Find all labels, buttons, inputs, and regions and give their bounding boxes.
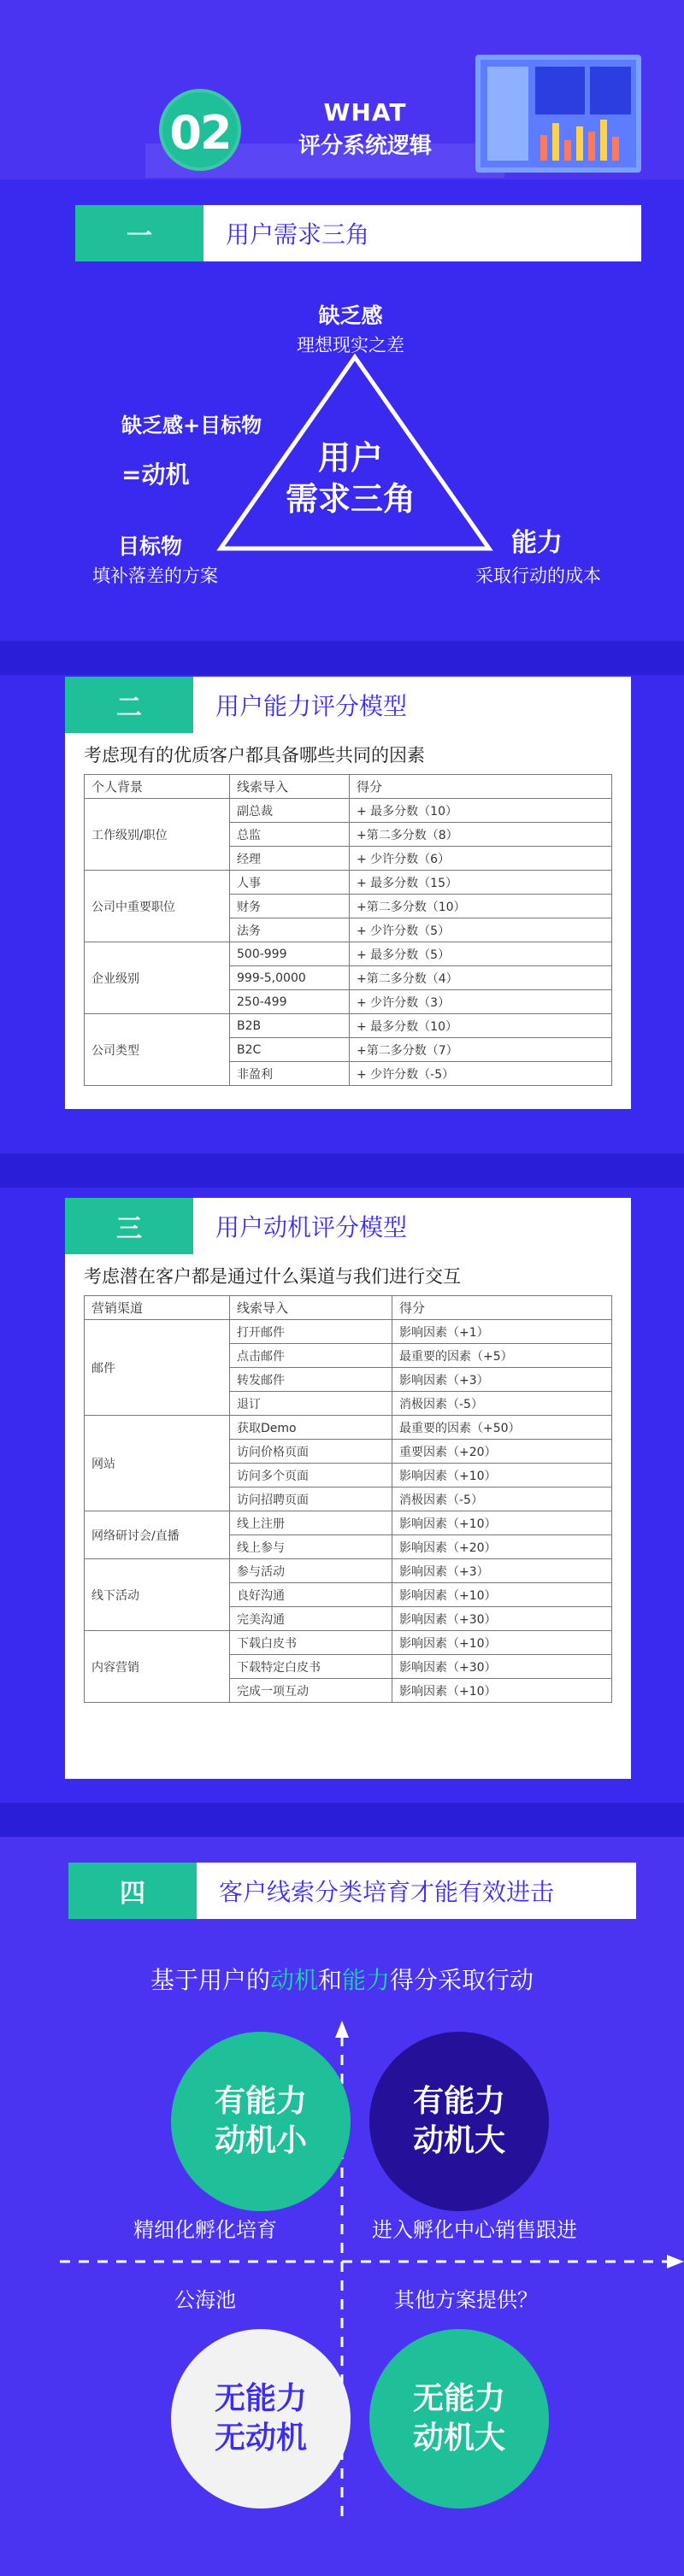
table-group-cell: 邮件 bbox=[85, 1320, 230, 1416]
quadrant-able-high-motivation: 有能力 动机大 bbox=[369, 2032, 549, 2211]
table-score-cell: + 少许分数（3） bbox=[350, 990, 612, 1014]
table-group-cell: 公司中重要职位 bbox=[85, 871, 230, 942]
section-4-title: 客户线索分类培育才能有效进击 bbox=[219, 1878, 555, 1906]
table-lead-cell: 访问多个页面 bbox=[230, 1464, 392, 1488]
page-header bbox=[0, 0, 684, 179]
table-score-cell: + 最多分数（10） bbox=[350, 1014, 612, 1038]
section-3-titlebar bbox=[65, 1198, 631, 1254]
table-score-cell: 影响因素（+3） bbox=[392, 1368, 612, 1392]
table-row bbox=[85, 1416, 612, 1440]
table-lead-cell: B2B bbox=[230, 1014, 350, 1038]
table-lead-cell: 获取Demo bbox=[230, 1416, 392, 1440]
table-header-cell: 营销渠道 bbox=[85, 1296, 230, 1320]
table-score-cell: +第二多分数（8） bbox=[350, 823, 612, 847]
triangle-bottom-right-sub: 采取行动的成本 bbox=[475, 566, 601, 586]
table-group-cell: 公司类型 bbox=[85, 1014, 230, 1086]
table-score-cell: +第二多分数（10） bbox=[350, 895, 612, 918]
dashboard-illustration-icon bbox=[475, 55, 641, 173]
quadrant-unable-no-motivation: 无能力 无动机 bbox=[171, 2329, 351, 2509]
motivation-score-table bbox=[84, 1295, 612, 1703]
table-group-cell: 工作级别/职位 bbox=[85, 799, 230, 871]
table-score-cell: 影响因素（+10） bbox=[392, 1511, 612, 1535]
table-score-cell: 影响因素（+3） bbox=[392, 1559, 612, 1583]
table-score-cell: + 少许分数（-5） bbox=[350, 1062, 612, 1086]
section-4-number: 四 bbox=[68, 1863, 197, 1919]
table-lead-cell: 副总裁 bbox=[230, 799, 350, 823]
table-score-cell: 影响因素（+1） bbox=[392, 1320, 612, 1344]
table-lead-cell: 总监 bbox=[230, 823, 350, 847]
quadrant-label-pool: 公海池 bbox=[174, 2288, 236, 2312]
table-group-cell: 企业级别 bbox=[85, 942, 230, 1014]
table-score-cell: + 最多分数（15） bbox=[350, 871, 612, 895]
table-lead-cell: 非盈利 bbox=[230, 1062, 350, 1086]
table-header-row bbox=[85, 775, 612, 799]
triangle-bottom-right-label: 能力 bbox=[511, 528, 563, 558]
quadrant-able-low-motivation: 有能力 动机小 bbox=[171, 2032, 351, 2211]
table-lead-cell: 下载白皮书 bbox=[230, 1631, 392, 1655]
table-lead-cell: 访问价格页面 bbox=[230, 1440, 392, 1464]
table-lead-cell: 完美沟通 bbox=[230, 1607, 392, 1631]
triangle-center-line1: 用户 bbox=[317, 439, 383, 477]
triangle-left-label-1: 缺乏感+目标物 bbox=[121, 414, 262, 437]
table-score-cell: + 少许分数（5） bbox=[350, 918, 612, 942]
table-lead-cell: 下载特定白皮书 bbox=[230, 1655, 392, 1679]
table-lead-cell: 250-499 bbox=[230, 990, 350, 1014]
triangle-left-label-2: =动机 bbox=[121, 461, 190, 489]
table-row bbox=[85, 942, 612, 966]
section-1-title: 用户需求三角 bbox=[226, 220, 370, 249]
section-3-card bbox=[65, 1198, 631, 1779]
section-1-titlebar bbox=[75, 205, 641, 261]
header-what: WHAT bbox=[323, 98, 407, 126]
table-group-cell: 网络研讨会/直播 bbox=[85, 1511, 230, 1559]
table-score-cell: 重要因素（+20） bbox=[392, 1440, 612, 1464]
table-lead-cell: 999-5,0000 bbox=[230, 966, 350, 990]
table-group-cell: 网站 bbox=[85, 1416, 230, 1511]
table-lead-cell: 人事 bbox=[230, 871, 350, 895]
table-row bbox=[85, 1014, 612, 1038]
table-lead-cell: 完成一项互动 bbox=[230, 1679, 392, 1703]
quadrant-label-sales: 进入孵化中心销售跟进 bbox=[372, 2218, 577, 2242]
triangle-center-line2: 需求三角 bbox=[285, 480, 416, 518]
table-row bbox=[85, 1320, 612, 1344]
ability-score-table bbox=[84, 774, 612, 1086]
table-score-cell: 影响因素（+10） bbox=[392, 1464, 612, 1488]
divider bbox=[0, 1153, 684, 1188]
table-header-row bbox=[85, 1296, 612, 1320]
section-2-titlebar bbox=[65, 677, 631, 733]
table-group-cell: 线下活动 bbox=[85, 1559, 230, 1631]
section-2-card bbox=[65, 677, 631, 1109]
triangle-bottom-left-label: 目标物 bbox=[118, 534, 183, 559]
section-number-badge: 02 bbox=[159, 89, 241, 171]
table-score-cell: 影响因素（+30） bbox=[392, 1607, 612, 1631]
table-lead-cell: 良好沟通 bbox=[230, 1583, 392, 1607]
table-score-cell: 最重要的因素（+50） bbox=[392, 1416, 612, 1440]
table-header-cell: 线索导入 bbox=[230, 775, 350, 799]
table-score-cell: 消极因素（-5） bbox=[392, 1392, 612, 1416]
section-3-number: 三 bbox=[65, 1198, 193, 1254]
table-row bbox=[85, 1511, 612, 1535]
section-3-intro: 考虑潜在客户都是通过什么渠道与我们进行交互 bbox=[84, 1266, 461, 1287]
table-lead-cell: 500-999 bbox=[230, 942, 350, 966]
table-lead-cell: 转发邮件 bbox=[230, 1368, 392, 1392]
section-2-title: 用户能力评分模型 bbox=[215, 692, 408, 720]
section-3-title: 用户动机评分模型 bbox=[215, 1213, 408, 1241]
quadrant-subtitle: 基于用户的动机和能力得分采取行动 bbox=[150, 1966, 534, 1994]
header-title: 评分系统逻辑 bbox=[298, 133, 432, 159]
table-score-cell: + 最多分数（10） bbox=[350, 799, 612, 823]
table-group-cell: 内容营销 bbox=[85, 1631, 230, 1703]
table-score-cell: 影响因素（+10） bbox=[392, 1631, 612, 1655]
table-lead-cell: 经理 bbox=[230, 847, 350, 871]
table-score-cell: +第二多分数（7） bbox=[350, 1038, 612, 1062]
table-score-cell: +第二多分数（4） bbox=[350, 966, 612, 990]
table-lead-cell: 财务 bbox=[230, 895, 350, 918]
table-lead-cell: 访问招聘页面 bbox=[230, 1488, 392, 1511]
quadrant-label-nurture: 精细化孵化培育 bbox=[133, 2218, 277, 2242]
table-lead-cell: 线上参与 bbox=[230, 1535, 392, 1559]
table-lead-cell: 点击邮件 bbox=[230, 1344, 392, 1368]
table-lead-cell: 退订 bbox=[230, 1392, 392, 1416]
triangle-top-label: 缺乏感 bbox=[318, 303, 383, 328]
table-header-cell: 线索导入 bbox=[230, 1296, 392, 1320]
table-score-cell: + 最多分数（5） bbox=[350, 942, 612, 966]
table-row bbox=[85, 799, 612, 823]
table-score-cell: 影响因素（+20） bbox=[392, 1535, 612, 1559]
table-row bbox=[85, 1559, 612, 1583]
triangle-top-sub: 理想现实之差 bbox=[297, 335, 404, 355]
section-4-titlebar bbox=[68, 1863, 636, 1919]
section-1-number: 一 bbox=[75, 205, 203, 261]
table-lead-cell: B2C bbox=[230, 1038, 350, 1062]
table-row bbox=[85, 871, 612, 895]
table-score-cell: 最重要的因素（+5） bbox=[392, 1344, 612, 1368]
table-score-cell: 影响因素（+10） bbox=[392, 1679, 612, 1703]
table-lead-cell: 法务 bbox=[230, 918, 350, 942]
quadrant-label-other: 其他方案提供？ bbox=[394, 2288, 538, 2312]
table-header-cell: 得分 bbox=[350, 775, 612, 799]
triangle-bottom-left-sub: 填补落差的方案 bbox=[92, 566, 218, 586]
table-row bbox=[85, 1631, 612, 1655]
table-score-cell: + 少许分数（6） bbox=[350, 847, 612, 871]
table-score-cell: 消极因素（-5） bbox=[392, 1488, 612, 1511]
table-header-cell: 个人背景 bbox=[85, 775, 230, 799]
table-header-cell: 得分 bbox=[392, 1296, 612, 1320]
section-2-intro: 考虑现有的优质客户都具备哪些共同的因素 bbox=[84, 745, 425, 766]
table-score-cell: 影响因素（+10） bbox=[392, 1583, 612, 1607]
table-lead-cell: 打开邮件 bbox=[230, 1320, 392, 1344]
quadrant-unable-high-motivation: 无能力 动机大 bbox=[369, 2329, 549, 2509]
divider bbox=[0, 1803, 684, 1837]
table-lead-cell: 参与活动 bbox=[230, 1559, 392, 1583]
divider bbox=[0, 641, 684, 675]
table-score-cell: 影响因素（+30） bbox=[392, 1655, 612, 1679]
section-2-number: 二 bbox=[65, 677, 193, 733]
table-lead-cell: 线上注册 bbox=[230, 1511, 392, 1535]
